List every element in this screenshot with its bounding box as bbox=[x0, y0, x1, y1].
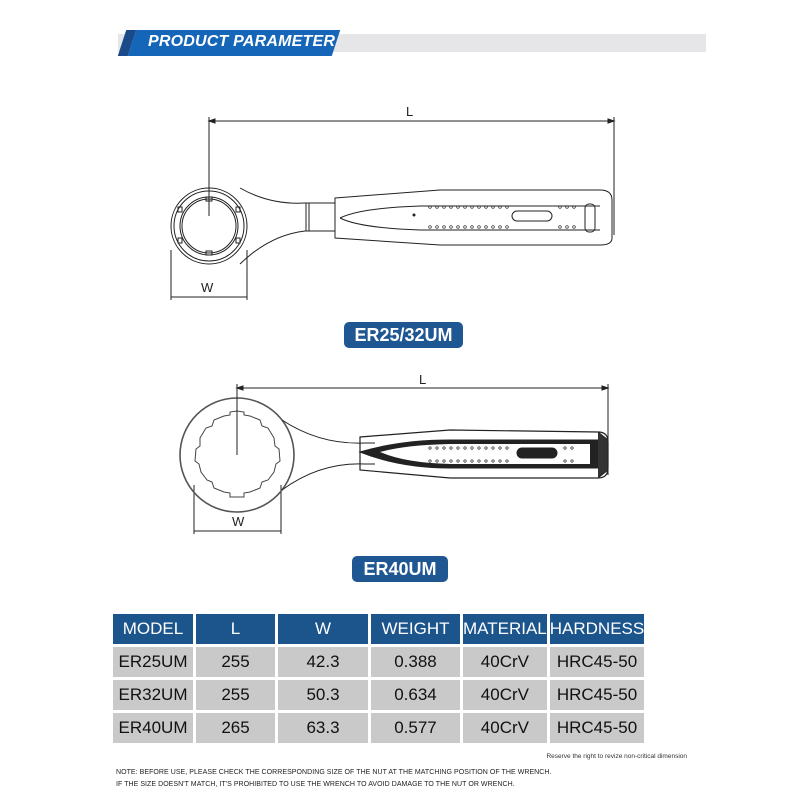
model-label-er40: ER40UM bbox=[352, 556, 448, 582]
col-header-model: MODEL bbox=[113, 614, 193, 644]
dim-label-length-2: L bbox=[419, 372, 427, 387]
cell-material: 40CrV bbox=[463, 680, 547, 710]
dim-label-length: L bbox=[406, 104, 414, 119]
cell-weight: 0.634 bbox=[371, 680, 460, 710]
col-header-hardness: HARDNESS bbox=[550, 614, 644, 644]
table-header-row bbox=[113, 614, 644, 644]
table-row bbox=[113, 647, 644, 677]
cell-w: 63.3 bbox=[278, 713, 368, 743]
col-header-weight: WEIGHT bbox=[371, 614, 460, 644]
cell-material: 40CrV bbox=[463, 647, 547, 677]
cell-model: ER32UM bbox=[113, 680, 193, 710]
cell-l: 255 bbox=[196, 680, 275, 710]
model-label-er25-32: ER25/32UM bbox=[344, 322, 463, 348]
dim-label-width-2: W bbox=[232, 514, 245, 529]
cell-l: 255 bbox=[196, 647, 275, 677]
col-header-l: L bbox=[196, 614, 275, 644]
reserve-note: Reserve the right to revize non-critical dimension bbox=[546, 753, 687, 760]
dim-label-width: W bbox=[201, 280, 214, 295]
col-header-material: MATERIAL bbox=[463, 614, 547, 644]
section-title: PRODUCT PARAMETER bbox=[148, 33, 336, 50]
parameter-table bbox=[110, 611, 647, 746]
cell-weight: 0.577 bbox=[371, 713, 460, 743]
cell-model: ER40UM bbox=[113, 713, 193, 743]
cell-material: 40CrV bbox=[463, 713, 547, 743]
table-row bbox=[113, 713, 644, 743]
usage-note-line-2: IF THE SIZE DOESN'T MATCH, IT'S PROHIBITED TO USE THE WRENCH TO AVOID DAMAGE TO THE NUT OR WRENCH. bbox=[116, 781, 515, 788]
cell-w: 42.3 bbox=[278, 647, 368, 677]
cell-hardness: HRC45-50 bbox=[550, 647, 644, 677]
usage-note-line-1: NOTE: BEFORE USE, PLEASE CHECK THE CORRESPONDING SIZE OF THE NUT AT THE MATCHING POSITION OF THE WRENCH. bbox=[116, 769, 552, 776]
col-header-w: W bbox=[278, 614, 368, 644]
cell-w: 50.3 bbox=[278, 680, 368, 710]
cell-l: 265 bbox=[196, 713, 275, 743]
cell-weight: 0.388 bbox=[371, 647, 460, 677]
cell-model: ER25UM bbox=[113, 647, 193, 677]
cell-hardness: HRC45-50 bbox=[550, 713, 644, 743]
table-row bbox=[113, 680, 644, 710]
cell-hardness: HRC45-50 bbox=[550, 680, 644, 710]
